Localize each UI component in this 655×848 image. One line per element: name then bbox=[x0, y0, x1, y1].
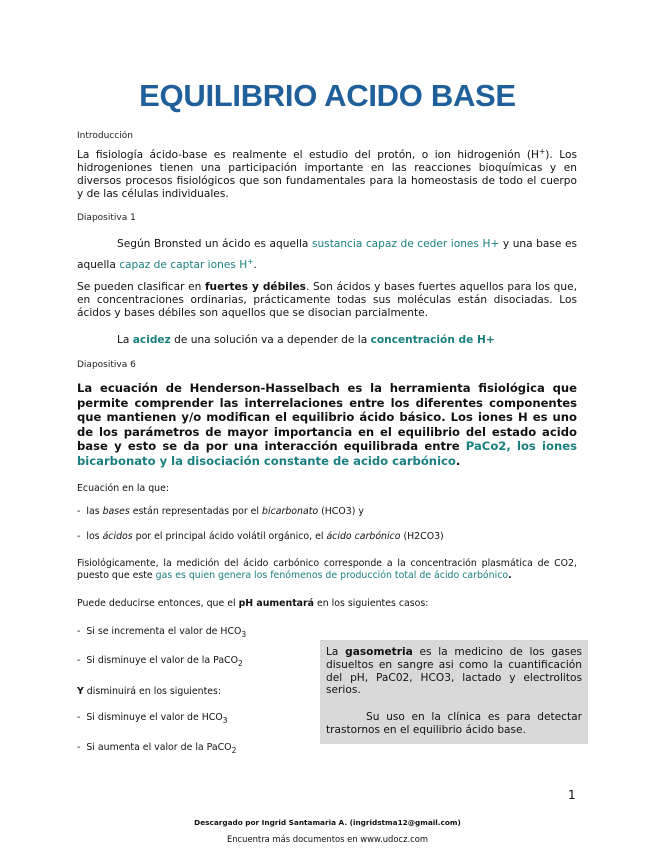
equation-bullet-bases bbox=[77, 506, 577, 518]
dash-bullet: - bbox=[77, 712, 87, 723]
dash-bullet: - bbox=[77, 626, 87, 637]
case-down1-text: Si disminuye el valor de HCO bbox=[86, 712, 223, 723]
eq-b1-text-a: las bbox=[86, 506, 103, 517]
slide1-p3-highlight-1: acidez bbox=[132, 334, 171, 346]
case-up-paco2 bbox=[77, 655, 243, 670]
case-up2-sub: 2 bbox=[238, 659, 243, 668]
case-down2-text: Si aumenta el valor de la PaCO bbox=[86, 742, 232, 753]
case-down-rest: disminuirá en los siguientes: bbox=[83, 686, 222, 697]
slide1-paragraph-2 bbox=[77, 281, 577, 320]
slide1-p2-text-a: Se pueden clasificar en bbox=[77, 281, 205, 293]
intro-heading: Introducción bbox=[77, 131, 133, 141]
gasometria-text bbox=[326, 646, 582, 737]
slide1-p3-highlight-2: concentración de H+ bbox=[370, 334, 495, 346]
gasometria-box bbox=[320, 640, 588, 744]
eq-b2-italic: ácidos bbox=[102, 531, 133, 542]
gasometria-paragraph-1 bbox=[326, 646, 582, 697]
slide6-heading: Diapositiva 6 bbox=[77, 360, 136, 370]
eq-b1-italic: bases bbox=[102, 506, 130, 517]
slide6-highlight: PaCo2, los iones bicarbonato y la disociación constante de acido carbónico bbox=[77, 439, 577, 468]
eq-b2-italic-2: ácido carbónico bbox=[326, 531, 401, 542]
page-title: EQUILIBRIO ACIDO BASE bbox=[139, 78, 516, 113]
slide1-p2-text-b: . Son ácidos y bases fuertes aquellos para los que, en concentraciones ordinarias, prácticamente todas sus moléculas están disociadas. Los ácidos y bases débiles son aquellos que se disocian parcialmente. bbox=[77, 281, 577, 319]
slide1-p1-highlight-2: capaz de captar iones H bbox=[119, 259, 248, 271]
footer-link[interactable]: Encuentra más documentos en www.udocz.com bbox=[226, 834, 429, 844]
slide1-p1-text-b: y una base es aquella bbox=[77, 238, 578, 271]
dash-bullet: - bbox=[77, 655, 87, 666]
phys-highlight: gas es quien genera los fenómenos de producción total de ácido carbónico bbox=[155, 570, 509, 581]
deduce-text-b: en los siguientes casos: bbox=[313, 598, 429, 609]
dash-bullet: - bbox=[77, 506, 87, 517]
slide1-p1-text-a: Según Bronsted un ácido es aquella bbox=[117, 238, 312, 250]
box-p1-text-b: es la medicino de los gases disueltos en sangre asi como la cuantificación del pH, PaC02, HCO3, lactado y electrolitos serios. bbox=[326, 646, 582, 697]
slide1-p1-sup: + bbox=[247, 257, 254, 266]
slide1-p1-text-c: . bbox=[253, 259, 257, 271]
slide1-p2-bold: fuertes y débiles bbox=[204, 281, 306, 293]
intro-paragraph bbox=[77, 145, 577, 201]
slide6-text-end: . bbox=[455, 453, 461, 468]
phys-text-end: . bbox=[508, 570, 512, 581]
slide1-p3-text-b: de una solución va a depender de la bbox=[170, 334, 371, 346]
eq-b1-text-c: (HCO3) y bbox=[318, 506, 364, 517]
slide1-paragraph-1 bbox=[77, 236, 577, 274]
footer-downloaded: Descargado por Ingrid Santamaria A. (ingridstma12@gmail.com) bbox=[194, 818, 461, 827]
dash-bullet: - bbox=[77, 531, 87, 542]
case-down1-sub: 3 bbox=[222, 716, 228, 725]
intro-text-a: La fisiología ácido-base es realmente el estudio del protón, o ion hidrogenión (H bbox=[77, 149, 539, 161]
intro-sup: + bbox=[539, 147, 546, 156]
case-up2-text: Si disminuye el valor de la PaCO bbox=[86, 655, 238, 666]
slide1-p1-highlight-1: sustancia capaz de ceder iones H+ bbox=[311, 238, 500, 250]
eq-b2-text-a: los bbox=[86, 531, 103, 542]
case-down-y: Y bbox=[77, 686, 84, 697]
case-up1-text: Si se incrementa el valor de HCO bbox=[86, 626, 242, 637]
slide6-text-a: La ecuación de Henderson-Hasselbach es la herramienta fisiológica que permite comprender las interrelaciones entre los diferentes componentes que mantienen y/o modifican el equilibrio ácido básico. Los iones H es uno de los parámetros de mayor importancia en el equilibrio del estado acido base y esto se da por una interacción equilibrada entre bbox=[77, 381, 577, 454]
slide1-heading: Diapositiva 1 bbox=[77, 213, 136, 223]
phys-text-a: Fisiológicamente, la medición del ácido carbónico corresponde a la concentración plasmática de CO2, puesto que este bbox=[77, 558, 577, 581]
eq-b1-italic-2: bicarbonato bbox=[262, 506, 319, 517]
box-p1-text-a: La bbox=[326, 646, 346, 658]
equation-bullet-acids bbox=[77, 531, 577, 543]
case-up-hco3 bbox=[77, 626, 246, 641]
slide1-p3-text-a: La bbox=[117, 334, 133, 346]
intro-text-b: ). Los hidrogeniones tienen una participación importante en las reacciones bioquímicas y en diversos procesos fisiológicos que son fundamentales para la homeostasis de todo el cuerpo y de las células individuales. bbox=[77, 149, 577, 200]
deduce-paragraph bbox=[77, 598, 577, 610]
slide1-paragraph-3 bbox=[117, 334, 577, 347]
equation-lead: Ecuación en la que: bbox=[77, 483, 170, 494]
case-down-paco2 bbox=[77, 742, 236, 757]
case-down-hco3 bbox=[77, 712, 228, 727]
gasometria-paragraph-2: Su uso en la clínica es para detectar trastornos en el equilibrio ácido base. bbox=[326, 711, 582, 736]
page-number: 1 bbox=[568, 788, 576, 802]
physiology-paragraph bbox=[77, 558, 577, 582]
case-down-lead bbox=[77, 686, 221, 698]
box-p1-bold: gasometria bbox=[345, 646, 413, 658]
eq-b1-text-b: están representadas por el bbox=[129, 506, 263, 517]
deduce-text-a: Puede deducirse entonces, que el bbox=[77, 598, 239, 609]
slide6-paragraph bbox=[77, 381, 577, 469]
case-down2-sub: 2 bbox=[231, 746, 237, 755]
deduce-ph-bold: pH aumentará bbox=[238, 598, 314, 609]
eq-b2-text-c: (H2CO3) bbox=[400, 531, 444, 542]
dash-bullet: - bbox=[77, 742, 87, 753]
eq-b2-text-b: por el principal ácido volátil orgánico, el bbox=[132, 531, 327, 542]
case-up1-sub: 3 bbox=[241, 630, 247, 639]
